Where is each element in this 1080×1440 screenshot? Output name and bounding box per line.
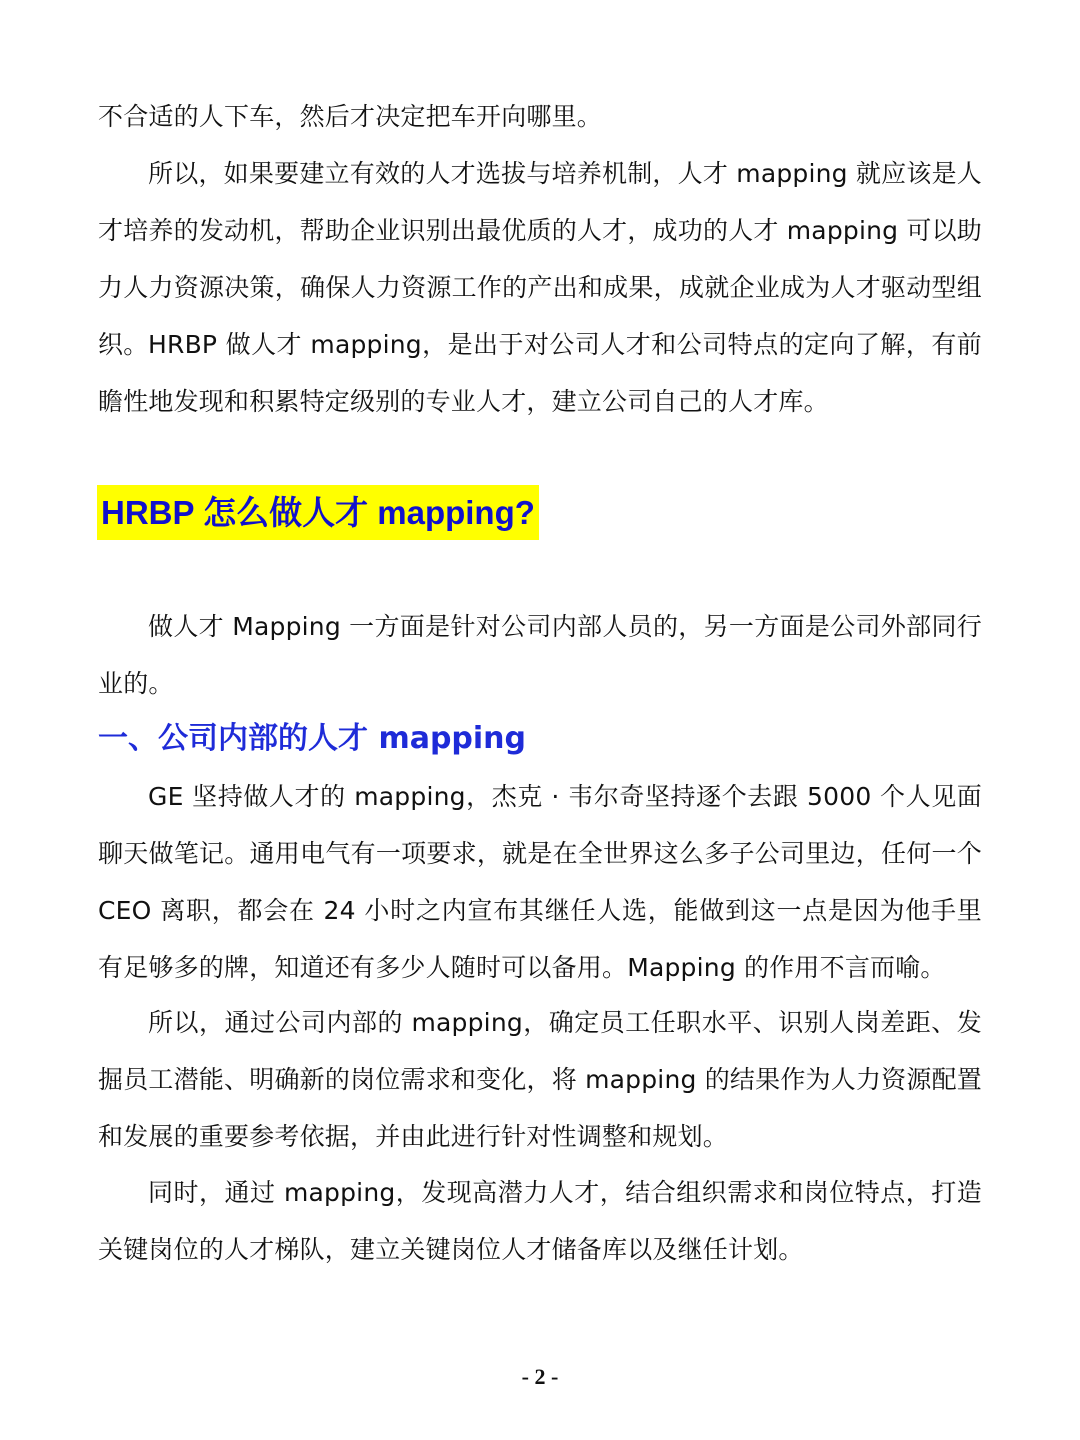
paragraph-hrbp-mapping: HRBP 做人才 mapping，是出于对公司人才和公司特点的定向了解，有前瞻性地发现和积累特定级别的专业人才，建立公司自己的人才库。	[98, 330, 982, 416]
paragraph-ge-example: GE 坚持做人才的 mapping，杰克 · 韦尔奇坚持逐个去跟 5000 个人见面聊天做笔记。通用电气有一项要求，就是在全世界这么多子公司里边，任何一个 CEO 离职，都会在 24 小时之内宣布其继任人选，能做到这一点是因为他手里有足够多的牌，知道还有多少人随时可以备用。Mapping 的作用不言而喻。	[98, 782, 982, 982]
page-number: - 2 -	[521, 1364, 559, 1389]
paragraph-continuation: 不合适的人下车，然后才决定把车开向哪里。	[98, 102, 603, 131]
paragraph-mapping-engine: 所以，如果要建立有效的人才选拔与培养机制，人才 mapping 就应该是人才培养的发动机，帮助企业识别出最优质的人才，成功的人才 mapping 可以助力人力资源决策，确保人力资源工作的产出和成果，成就企业成为人才驱动型组织。	[98, 159, 982, 359]
subsection-heading: 一、公司内部的人才 mapping	[98, 721, 527, 756]
paragraph-internal-external: 做人才 Mapping 一方面是针对公司内部人员的，另一方面是公司外部同行业的。	[98, 612, 982, 698]
paragraph-internal-mapping: 所以，通过公司内部的 mapping，确定员工任职水平、识别人岗差距、发掘员工潜能、明确新的岗位需求和变化，将 mapping 的结果作为人力资源配置和发展的重要参考依据，并由此进行针对性调整和规划。	[98, 1008, 982, 1151]
paragraph-high-potential: 同时，通过 mapping，发现高潜力人才，结合组织需求和岗位特点，打造关键岗位的人才梯队，建立关键岗位人才储备库以及继任计划。	[98, 1178, 982, 1264]
section-heading: HRBP 怎么做人才 mapping?	[97, 485, 539, 540]
